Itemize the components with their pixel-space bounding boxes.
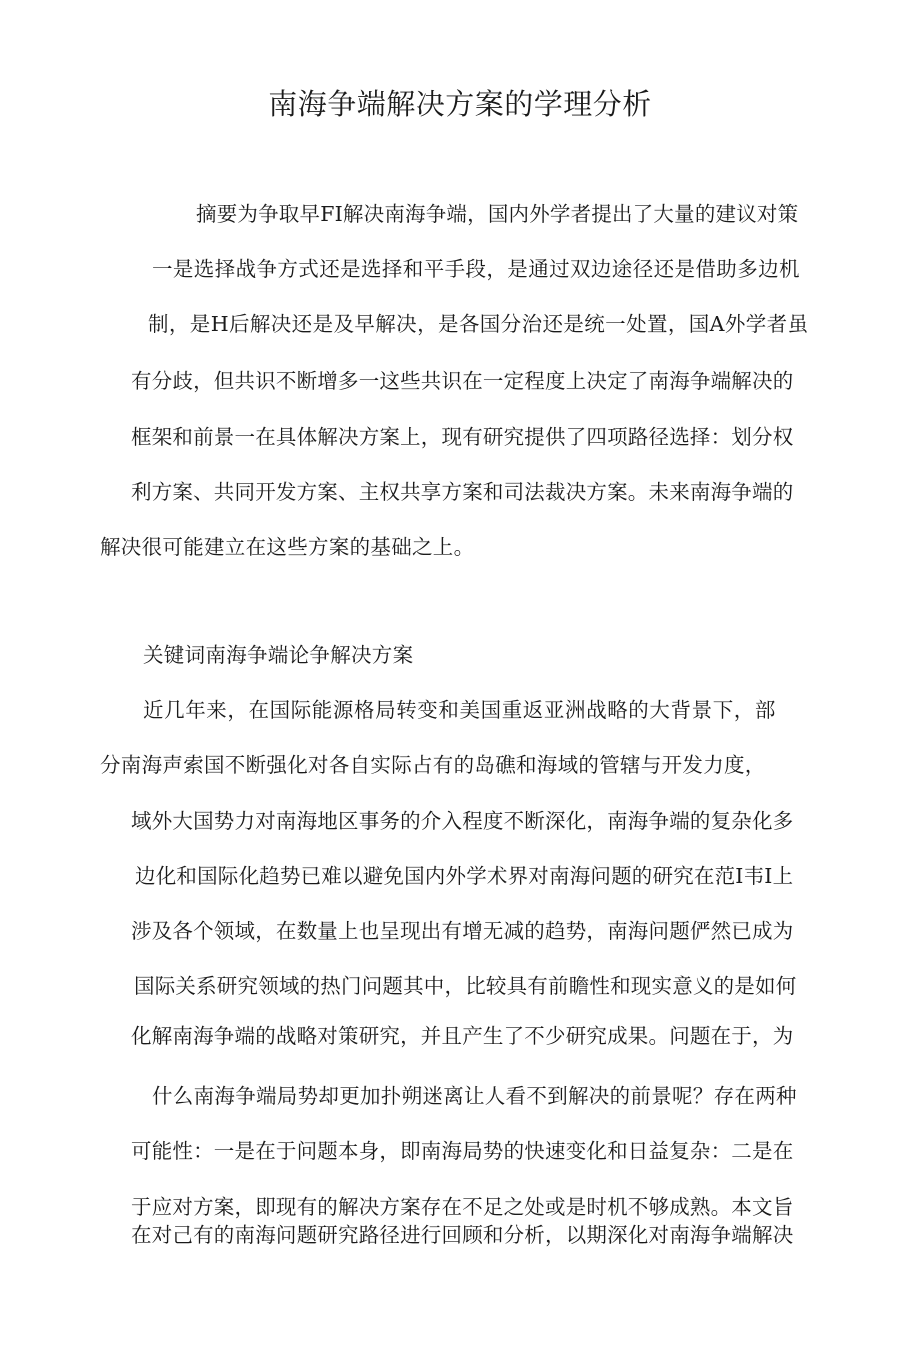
body-line: 什么南海争端局势却更加扑朔迷离让人看不到解决的前景呢？存在两种 — [152, 1084, 797, 1108]
abstract-line: 利方案、共同开发方案、主权共享方案和司法裁决方案。未来南海争端的 — [131, 480, 794, 504]
body-line: 分南海声索国不断强化对各自实际占有的岛礁和海域的管辖与开发力度， — [100, 753, 766, 777]
abstract-line: 解决很可能建立在这些方案的基础之上。 — [100, 535, 475, 559]
body-line: 域外大国势力对南海地区事务的介入程度不断深化，南海争端的复杂化多 — [131, 809, 794, 833]
body-line: 化解南海争端的战略对策研究，并且产生了不少研究成果。问题在于，为 — [131, 1024, 794, 1048]
abstract-line: 有分歧，但共识不断增多一这些共识在一定程度上决定了南海争端解决的 — [131, 369, 794, 393]
body-line: 在对己有的南海问题研究路径进行回顾和分析，以期深化对南海争端解决 — [131, 1223, 794, 1247]
body-line: 涉及各个领域，在数量上也呈现出有增无减的趋势，南海问题俨然已成为 — [131, 919, 794, 943]
document-title: 南海争端解决方案的学理分析 — [268, 87, 652, 121]
abstract-line: 一是选择战争方式还是选择和平手段，是通过双边途径还是借助多边机 — [152, 257, 800, 281]
body-line: 可能性：一是在于问题本身，即南海局势的快速变化和日益复杂：二是在 — [131, 1139, 794, 1163]
abstract-line: 框架和前景一在具体解决方案上，现有研究提供了四项路径选择：划分权 — [131, 425, 794, 449]
abstract-line: 摘要为争取早FI解决南海争端，国内外学者提出了大量的建议对策 — [196, 202, 799, 226]
body-line: 近几年来，在国际能源格局转变和美国重返亚洲战略的大背景下，部 — [143, 698, 776, 722]
keywords-line: 关键词南海争端论争解决方案 — [143, 643, 414, 667]
body-line: 国际关系研究领域的热门问题其中，比较具有前瞻性和现实意义的是如何 — [134, 974, 797, 998]
abstract-line: 制，是H后解决还是及早解决，是各国分治还是统一处置，国A外学者虽 — [148, 312, 809, 336]
body-line: 边化和国际化趋势已难以避免国内外学术界对南海问题的研究在范I韦I上 — [135, 864, 794, 888]
body-line: 于应对方案，即现有的解决方案存在不足之处或是时机不够成熟。本文旨 — [131, 1195, 794, 1219]
